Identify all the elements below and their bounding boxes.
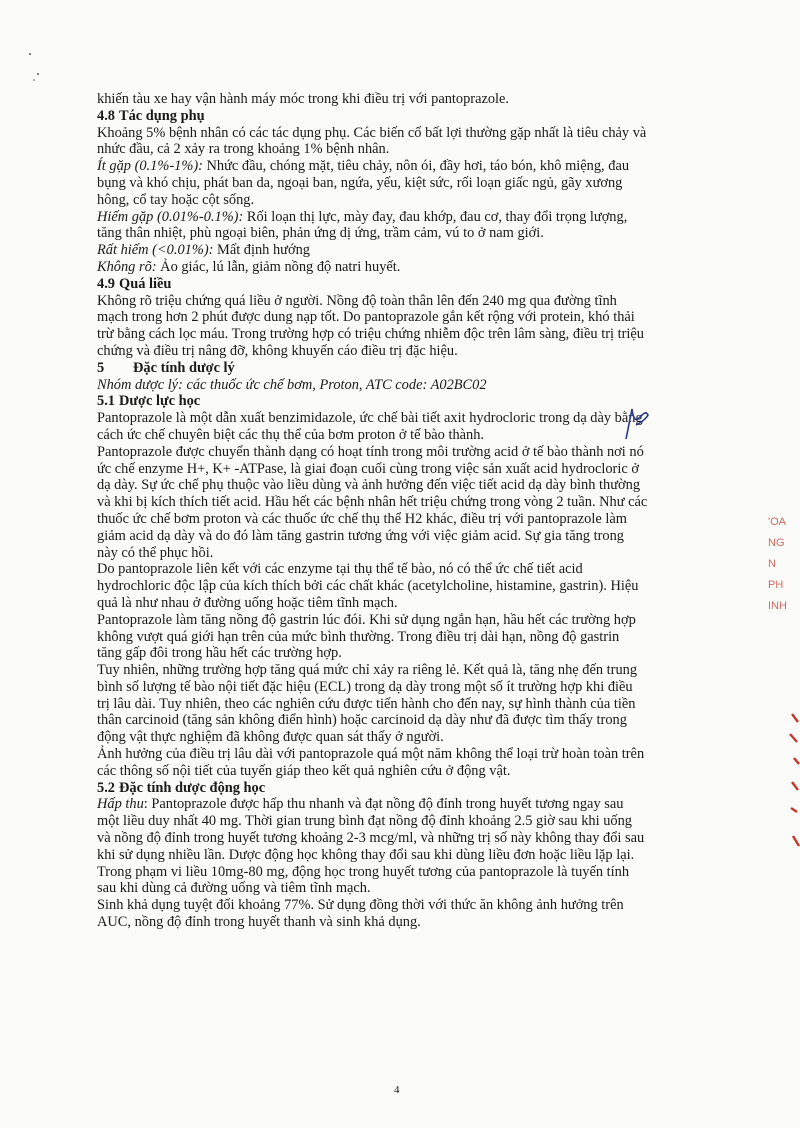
line-text: bụng và khó chịu, phát ban da, ngoại ban, ngứa, yếu, kiệt sức, rối loạn giấc ngủ, gãy xương xyxy=(97,174,623,191)
text-line xyxy=(97,326,722,343)
text-line xyxy=(97,612,722,629)
line-text: ức chế enzyme H+, K+ -ATPase, là giai đoạn cuối cùng trong việc sản xuất acid hydrocloric ở xyxy=(97,460,639,477)
section-title: Đặc tính dược lý xyxy=(133,359,235,376)
line-text: mạch trong hơn 2 phút được dung nạp tốt. Do pantoprazole gắn kết rộng với protein, khó thải xyxy=(97,309,635,326)
text-line xyxy=(97,595,722,612)
text-line xyxy=(97,309,722,326)
red-stamp xyxy=(768,512,800,617)
inline-label: Không rõ: xyxy=(97,258,157,275)
section-heading xyxy=(97,360,722,377)
text-line xyxy=(97,477,722,494)
text-line xyxy=(97,175,722,192)
line-text: AUC, nồng độ đỉnh trong huyết thanh và sinh khả dụng. xyxy=(97,914,421,931)
line-text: này có thể phục hồi. xyxy=(97,544,214,561)
red-edge-marks xyxy=(782,712,800,852)
line-text: : Pantoprazole được hấp thu nhanh và đạt nồng độ đỉnh trong huyết tương ngay sau xyxy=(143,796,624,813)
line-text: và khi bị kích thích tiết acid. Hầu hết các bệnh nhân hết triệu chứng trong vòng 2 tuần. Như các xyxy=(97,494,648,511)
section-heading xyxy=(97,780,722,797)
text-line xyxy=(97,729,722,746)
inline-label: Rất hiếm (<0.01%): xyxy=(97,242,214,259)
line-text: dạ dày. Sự ức chế phụ thuộc vào liều dùng và ảnh hưởng đến việc tiết acid dạ dày bình thường xyxy=(97,477,641,494)
line-text: Tuy nhiên, những trường hợp tăng quá mức chỉ xảy ra riêng lẻ. Kết quả là, tăng nhẹ đến trung xyxy=(97,662,638,679)
line-text: Sinh khả dụng tuyệt đối khoảng 77%. Sử dụng đồng thời với thức ăn không ảnh hưởng trên xyxy=(97,897,624,914)
page-number: 4 xyxy=(394,1084,400,1096)
inline-label: Ít gặp (0.1%-1%): xyxy=(97,158,203,175)
line-text: Không rõ triệu chứng quá liều ở người. Nồng độ toàn thân lên đến 240 mg qua đường tĩnh xyxy=(97,292,617,309)
text-line xyxy=(97,645,722,662)
text-line xyxy=(97,192,722,209)
text-line xyxy=(97,141,722,158)
line-text: hydrochloric độc lập của kích thích bởi các chất khác (acetylcholine, histamine, gastrin). Hiệu xyxy=(97,578,639,595)
text-line xyxy=(97,209,722,226)
section-title: Đặc tính dược động học xyxy=(119,779,266,796)
text-line xyxy=(97,847,722,864)
line-text: cách ức chế chuyên biệt các thụ thể của bơm proton ở tế bào thành. xyxy=(97,426,485,443)
stamp-text: N xyxy=(768,558,776,570)
signature-mark xyxy=(616,403,656,443)
text-line xyxy=(97,629,722,646)
section-number: 5.2 xyxy=(97,779,115,796)
section-number: 4.8 xyxy=(97,107,115,124)
text-line xyxy=(97,242,722,259)
line-text: khiến tàu xe hay vận hành máy móc trong khi điều trị với pantoprazole. xyxy=(97,91,510,107)
text-line xyxy=(97,511,722,528)
line-text: Mất định hướng xyxy=(213,242,310,259)
text-line xyxy=(97,343,722,360)
text-line xyxy=(97,125,722,142)
text-line xyxy=(97,830,722,847)
stamp-text: PH xyxy=(768,579,784,591)
line-text: sau khi dùng cả đường uống và tiêm tĩnh mạch. xyxy=(97,880,371,897)
section-title: Dược lực học xyxy=(119,393,201,410)
section-number: 4.9 xyxy=(97,275,115,292)
line-text: động vật thực nghiệm đã không được quan sát thấy ở người. xyxy=(97,729,444,746)
text-line xyxy=(97,712,722,729)
text-line xyxy=(97,259,722,276)
line-text: Do pantoprazole liên kết với các enzyme tại thụ thể tế bào, nó có thể ức chế tiết acid xyxy=(97,561,583,578)
stamp-text: 'OA xyxy=(768,516,786,528)
line-text: Pantoprazole làm tăng nồng độ gastrin lúc đói. Khi sử dụng ngắn hạn, hầu hết các trường hợp xyxy=(97,611,636,628)
section-title: Tác dụng phụ xyxy=(119,107,205,124)
line-text: giảm acid dạ dày và do đó làm tăng gastrin tương ứng với việc giảm acid. Sự gia tăng trong xyxy=(97,527,624,544)
document-body xyxy=(97,91,722,931)
text-line xyxy=(97,662,722,679)
text-line xyxy=(97,763,722,780)
line-text: Trong phạm vi liều 10mg-80 mg, động học trong huyết tương của pantoprazole là tuyến tính xyxy=(97,863,630,880)
line-text: không vượt quá giới hạn trên của mức bình thường. Trong điều trị dài hạn, nồng độ gastrin xyxy=(97,628,620,645)
line-text: Ảnh hưởng của điều trị lâu dài với pantoprazole quá một năm không thể loại trừ hoàn toàn trên xyxy=(97,746,645,763)
line-text: hông, cổ tay hoặc cột sống. xyxy=(97,191,255,208)
scan-specks xyxy=(0,0,60,90)
text-line xyxy=(97,561,722,578)
section-number: 5 xyxy=(97,359,105,376)
pharmacological-group-line: Nhóm dược lý: các thuốc ức chế bơm, Proton, ATC code: A02BC02 xyxy=(97,376,487,393)
text-line xyxy=(97,864,722,881)
text-line xyxy=(97,158,722,175)
text-line xyxy=(97,461,722,478)
line-text: tăng thân nhiệt, phù ngoại biên, phản ứng dị ứng, trầm cảm, vú to ở nam giới. xyxy=(97,225,544,242)
section-heading xyxy=(97,108,722,125)
text-line xyxy=(97,914,722,931)
text-line xyxy=(97,91,722,108)
text-line xyxy=(97,813,722,830)
line-text: thuốc ức chế bơm proton và các thuốc ức chế thụ thể H2 khác, điều trị với pantoprazole làm xyxy=(97,510,627,527)
line-text: thân carcinoid (tăng sản không điển hình) hoặc carcinoid dạ dày như đã được tìm thấy trong xyxy=(97,712,627,729)
line-text: trừ bằng cách lọc máu. Trong trường hợp có triệu chứng nhiễm độc trên lâm sàng, điều trị triệu xyxy=(97,326,644,343)
text-line xyxy=(97,880,722,897)
line-text: bình số lượng tế bào nội tiết đặc hiệu (ECL) trong dạ dày trong một số ít trường hợp khi điều xyxy=(97,678,633,695)
line-text: Rối loạn thị lực, mày đay, đau khớp, đau cơ, thay đổi trọng lượng, xyxy=(243,208,628,225)
inline-label: Hiếm gặp (0.01%-0.1%): xyxy=(97,208,244,225)
text-line xyxy=(97,225,722,242)
line-text: các thông số nội tiết của tuyến giáp theo kết quả nghiên cứu ở động vật. xyxy=(97,762,511,779)
text-line xyxy=(97,679,722,696)
line-text: Ảo giác, lú lẫn, giảm nồng độ natri huyết. xyxy=(156,258,401,275)
text-line xyxy=(97,796,722,813)
text-line xyxy=(97,528,722,545)
line-text: quả là như nhau ở đường uống hoặc tiêm tĩnh mạch. xyxy=(97,594,398,611)
inline-label: Hấp thu xyxy=(97,796,144,813)
text-line xyxy=(97,897,722,914)
line-text: một liều duy nhất 40 mg. Thời gian trung bình đạt nồng độ đỉnh khoảng 2.5 giờ sau khi uống xyxy=(97,813,632,830)
line-text: trị lâu dài. Tuy nhiên, theo các nghiên cứu được tiến hành cho đến nay, sự hình thành của tiền xyxy=(97,695,636,712)
line-text: nhức đầu, cả 2 xảy ra trong khoảng 1% bệnh nhân. xyxy=(97,141,390,158)
stamp-text: INH xyxy=(768,600,787,612)
text-line xyxy=(97,696,722,713)
line-text: Pantoprazole là một dẫn xuất benzimidazole, ức chế bài tiết axit hydrocloric trong dạ dày bằng xyxy=(97,410,643,427)
text-line xyxy=(97,545,722,562)
line-text: khi sử dụng nhiều lần. Dược động học không thay đổi sau khi dùng liều đơn hoặc liều lặp lại. xyxy=(97,846,635,863)
line-text: chứng và điều trị nâng đỡ, không khuyến cáo điều trị đặc hiệu. xyxy=(97,342,458,359)
section-heading xyxy=(97,276,722,293)
text-line xyxy=(97,578,722,595)
line-text: Khoảng 5% bệnh nhân có các tác dụng phụ. Các biến cố bất lợi thường gặp nhất là tiêu chảy và xyxy=(97,124,647,141)
section-number: 5.1 xyxy=(97,393,115,410)
text-line xyxy=(97,444,722,461)
text-line xyxy=(97,494,722,511)
text-line xyxy=(97,293,722,310)
stamp-text: NG xyxy=(768,537,785,549)
section-title: Quá liều xyxy=(119,275,172,292)
text-line xyxy=(97,746,722,763)
line-text: Nhức đầu, chóng mặt, tiêu chảy, nôn ói, đầy hơi, táo bón, khô miệng, đau xyxy=(202,158,630,175)
line-text: Pantoprazole được chuyển thành dạng có hoạt tính trong môi trường acid ở tế bào thành nơi nó xyxy=(97,443,644,460)
line-text: tăng gấp đôi trong hầu hết các trường hợp. xyxy=(97,645,342,662)
line-text: và nồng độ đỉnh trong huyết tương khoảng 2-3 mcg/ml, và những trị số này không thay đổi sau xyxy=(97,830,645,847)
